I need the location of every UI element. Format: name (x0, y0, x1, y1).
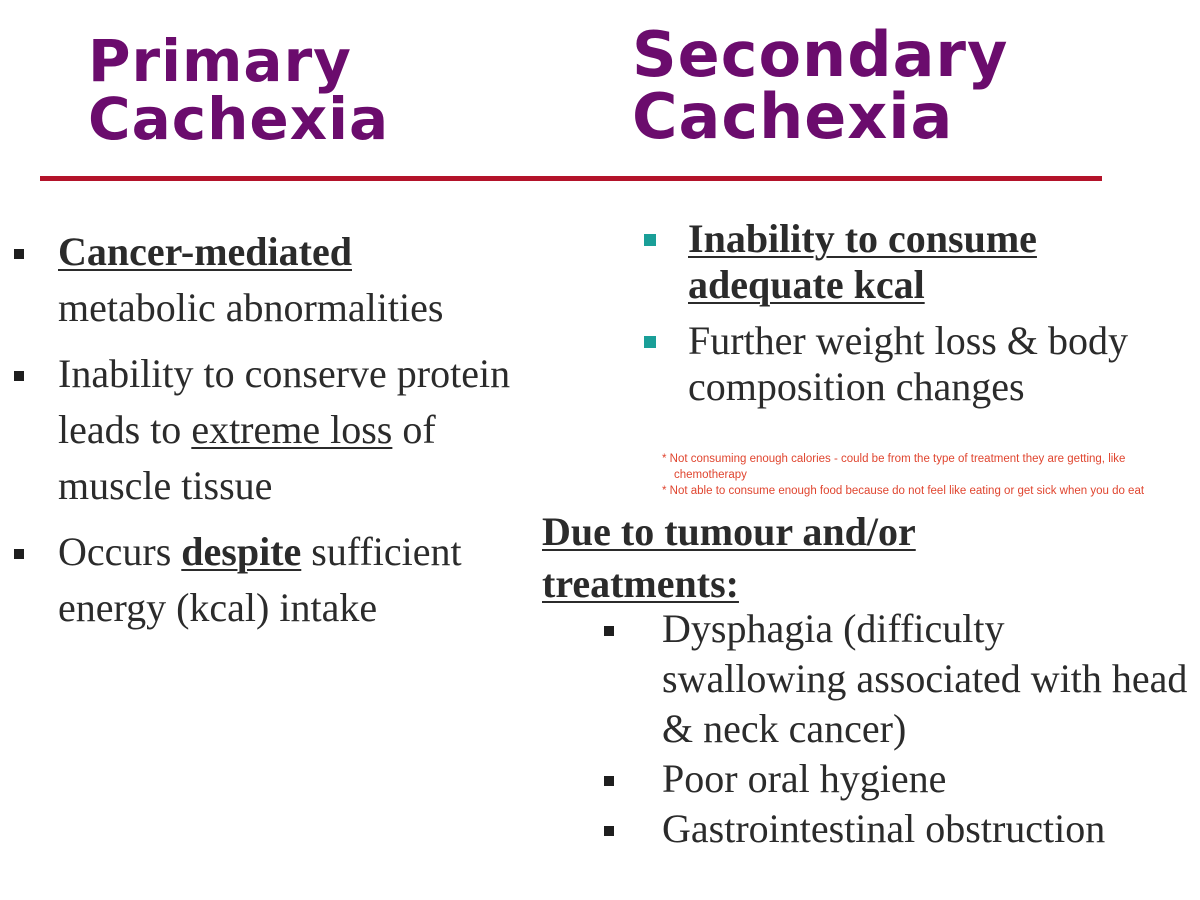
list-item (604, 604, 1194, 754)
square-bullet-icon (604, 754, 614, 804)
square-bullet-icon (14, 224, 24, 280)
list-item (604, 804, 1194, 854)
item-text: Occurs (58, 529, 182, 574)
bold-underlined-text: Cancer-mediated (58, 229, 352, 274)
item-text: sufficient energy (kcal) intake (58, 529, 462, 630)
item-text: Poor oral hygiene (662, 756, 947, 801)
list-item (14, 346, 524, 514)
due-to-heading (542, 506, 1022, 610)
title-divider (40, 176, 1102, 181)
bold-underlined-text: despite (181, 529, 302, 574)
item-text: Dysphagia (difficulty swallowing associated with head & neck cancer) (662, 606, 1188, 751)
underlined-text: extreme loss (191, 407, 393, 452)
item-text: Inability to conserve protein leads to (58, 351, 511, 452)
title-line: Secondary (632, 18, 1009, 91)
secondary-cachexia-list (644, 216, 1144, 420)
speaker-notes (662, 451, 1192, 499)
item-text: metabolic abnormalities (58, 285, 444, 330)
list-item (14, 224, 524, 336)
title-line: Primary (88, 27, 352, 95)
list-item (604, 754, 1194, 804)
title-line: Cachexia (88, 85, 390, 153)
primary-cachexia-title (88, 27, 390, 153)
square-bullet-icon (14, 346, 24, 402)
square-bullet-icon (604, 804, 614, 854)
square-bullet-icon (644, 318, 656, 364)
list-item (14, 524, 524, 636)
list-item (644, 216, 1144, 308)
causes-list (604, 604, 1194, 854)
title-line: Cachexia (632, 80, 954, 153)
primary-cachexia-list (14, 224, 524, 646)
item-text: Further weight loss & body composition changes (688, 318, 1128, 409)
bold-underlined-text: Inability to consume adequate kcal (688, 216, 1037, 307)
note-text: * Not able to consume enough food because do not feel like eating or get sick when you do eat (662, 485, 1145, 497)
list-item (644, 318, 1144, 410)
square-bullet-icon (644, 216, 656, 262)
note-text: * Not consuming enough calories - could be from the type of treatment they are getting, like chemotherapy (662, 453, 1126, 481)
square-bullet-icon (604, 604, 614, 654)
square-bullet-icon (14, 524, 24, 580)
bold-underlined-text: Due to tumour and/or treatments: (542, 509, 916, 606)
item-text: of muscle tissue (58, 407, 436, 508)
item-text: Gastrointestinal obstruction (662, 806, 1106, 851)
secondary-cachexia-title (632, 18, 1009, 153)
